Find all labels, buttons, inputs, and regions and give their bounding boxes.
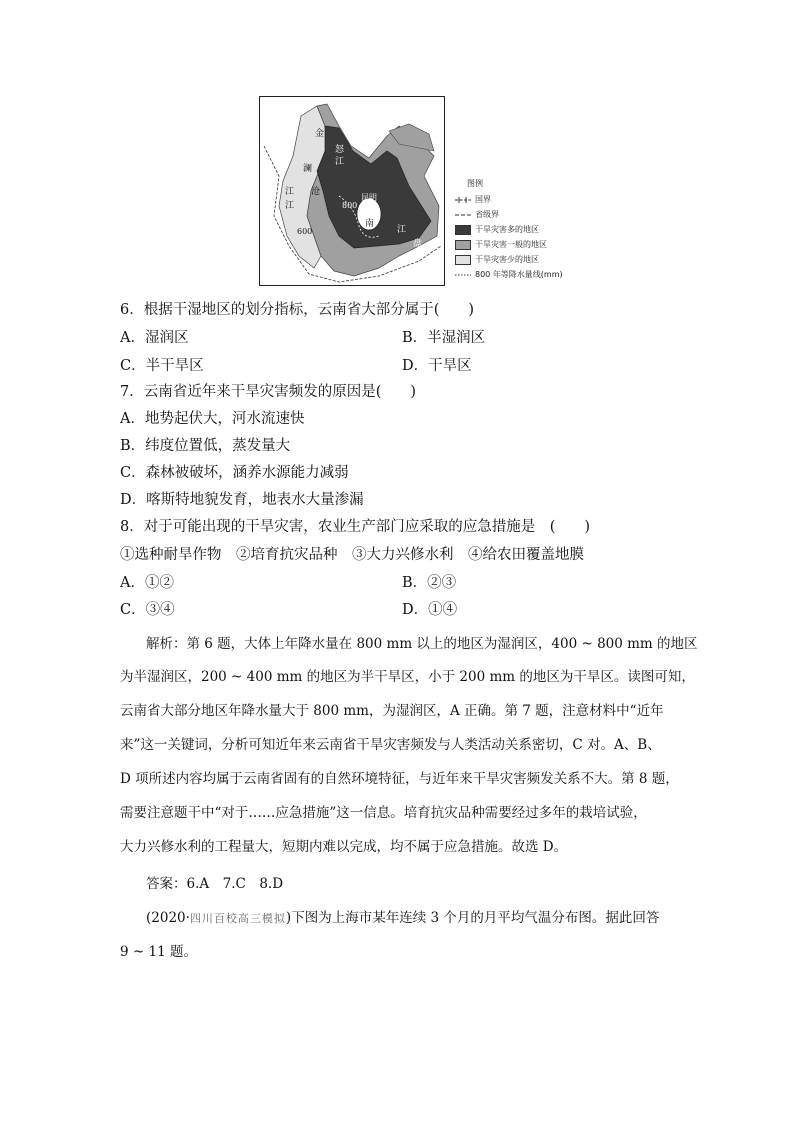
map-label-600: 600 (297, 227, 313, 236)
q7-option-b: B．纬度位置低，蒸发量大 (120, 438, 291, 454)
map-legend (455, 178, 563, 282)
map-label-cang: 沧 (311, 187, 321, 197)
analysis-line-3: 云南省大部分地区年降水量大于 800 mm，为湿润区，A 正确。第 7 题，注意材料中“近年 (120, 703, 664, 719)
map-label-nu: 怒 (335, 145, 345, 155)
high-drought-swatch (455, 225, 471, 235)
q7-option-c: C．森林被破坏，涵养水源能力减弱 (120, 465, 349, 481)
q7-option-d: D．喀斯特地貌发育，地表水大量渗漏 (120, 492, 364, 508)
map-label-jiang2: 江 (285, 187, 295, 197)
legend-item-high-drought (455, 222, 563, 237)
map-label-jiang1: 江 (335, 157, 345, 167)
legend-item-medium-drought (455, 237, 563, 252)
analysis-line-5: D 项所述内容均属于云南省固有的自然环境特征，与近年来干旱灾害频发关系不大。第 8 题， (120, 771, 679, 787)
analysis-line-6: 需要注意题干中“对于……应急措施”这一信息。培育抗灾品种需要经过多年的栽培试验， (120, 805, 647, 821)
q8-option-c: C．③④ (120, 602, 175, 618)
low-drought-swatch (455, 255, 471, 265)
map-label-kunming: 昆明 (361, 193, 377, 202)
analysis-line-7: 大力兴修水利的工程量大，短期内难以完成，均不属于应急措施。故选 D。 (120, 839, 568, 855)
legend-label: 干旱灾害多的地区 (475, 225, 539, 234)
map-label-800: 800 (342, 201, 358, 210)
q6-option-a: A．湿润区 (120, 330, 189, 346)
medium-drought-swatch (455, 240, 471, 250)
map-label-pan: 盘 (413, 239, 423, 249)
map-label-lan: 澜 (303, 164, 313, 174)
legend-item-isoline (455, 267, 563, 282)
isoline-symbol (455, 270, 471, 280)
q8-option-b: B．②③ (402, 575, 457, 591)
q8-options-list: ①选种耐旱作物 ②培育抗灾品种 ③大力兴修水利 ④给农田覆盖地膜 (120, 547, 584, 563)
question-8-stem: 8．对于可能出现的干旱灾害，农业生产部门应采取的应急措施是 ( ) (120, 519, 591, 535)
legend-item-low-drought (455, 252, 563, 267)
analysis-line-2: 为半湿润区，200 ~ 400 mm 的地区为半干旱区，小于 200 mm 的地区为干旱区。读图可知， (120, 669, 695, 685)
legend-label: 国界 (475, 195, 491, 204)
question-7-stem: 7．云南省近年来干旱灾害频发的原因是( ) (120, 384, 417, 400)
yunnan-drought-map (259, 96, 445, 286)
q6-option-b: B．半湿润区 (402, 330, 486, 346)
answer-line: 答案：6.A 7.C 8.D (146, 876, 284, 892)
intro-source: 四川百校高三模拟 (189, 912, 286, 925)
national-border-symbol (455, 195, 471, 205)
map-label-jiang3: 江 (285, 201, 295, 211)
legend-item-national-border (455, 192, 563, 207)
map-label-jin: 金 (315, 129, 325, 139)
map-label-jiang4: 江 (397, 225, 407, 235)
province-border-symbol (455, 210, 471, 220)
next-question-intro (146, 906, 659, 926)
intro-rest: )下图为上海市某年连续 3 个月的月平均气温分布图。据此回答 (285, 910, 660, 926)
q7-option-a: A．地势起伏大，河水流速快 (120, 411, 305, 427)
question-6-stem: 6．根据干湿地区的划分指标，云南省大部分属于( ) (120, 302, 475, 318)
q6-option-c: C．半干旱区 (120, 358, 204, 374)
legend-label: 800 年等降水量线(mm) (475, 270, 563, 279)
intro-year: (2020· (146, 910, 190, 926)
legend-title: 图例 (467, 179, 483, 188)
legend-label: 干旱灾害少的地区 (475, 255, 539, 264)
legend-label: 省级界 (475, 210, 499, 219)
next-question-intro-line-2: 9 ~ 11 题。 (120, 944, 197, 960)
q8-option-a: A．①② (120, 575, 174, 591)
legend-label: 干旱灾害一般的地区 (475, 240, 547, 249)
analysis-line-1: 解析：第 6 题，大体上年降水量在 800 mm 以上的地区为湿润区，400 ~ 800 mm 的地区 (146, 636, 698, 652)
q6-option-d: D．干旱区 (402, 358, 472, 374)
legend-item-province-border (455, 207, 563, 222)
map-label-nan: 南 (365, 219, 375, 229)
analysis-line-4: 来”这一关键词，分析可知近年来云南省干旱灾害频发与人类活动关系密切，C 对。A、B、 (120, 737, 661, 753)
q8-option-d: D．①④ (402, 602, 458, 618)
